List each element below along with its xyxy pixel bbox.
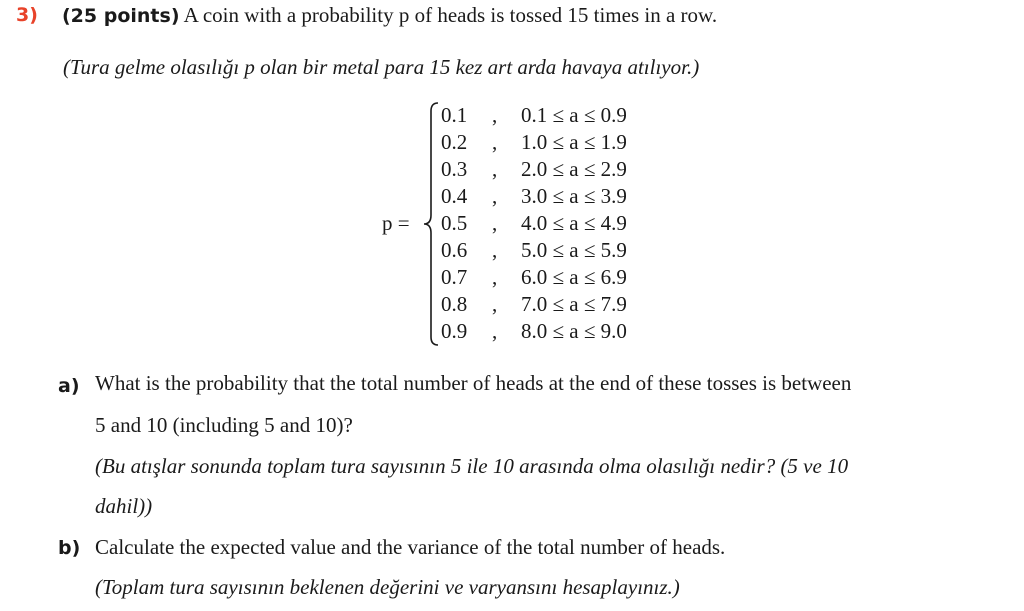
- left-brace: [423, 102, 439, 346]
- piecewise-lhs: p =: [382, 211, 410, 235]
- case-comma: ,: [492, 130, 498, 154]
- case-value: 0.6: [441, 238, 468, 262]
- case-condition: 0.1 ≤ a ≤ 0.9: [521, 103, 627, 127]
- part-a-question-en-line1: What is the probability that the total number of heads at the end of these tosses is between: [95, 371, 852, 395]
- question-number: 3): [16, 4, 38, 26]
- part-a-question-tr-line2: dahil)): [95, 494, 153, 518]
- case-value: 0.7: [441, 265, 468, 289]
- case-condition: 4.0 ≤ a ≤ 4.9: [521, 211, 627, 235]
- case-value: 0.1: [441, 103, 468, 127]
- question-text-tr: (Tura gelme olasılığı p olan bir metal para 15 kez art arda havaya atılıyor.): [63, 55, 700, 79]
- case-condition: 1.0 ≤ a ≤ 1.9: [521, 130, 627, 154]
- part-b-label: b): [58, 537, 81, 559]
- case-comma: ,: [492, 103, 498, 127]
- case-comma: ,: [492, 157, 498, 181]
- case-condition: 5.0 ≤ a ≤ 5.9: [521, 238, 627, 262]
- case-comma: ,: [492, 265, 498, 289]
- case-comma: ,: [492, 292, 498, 316]
- case-condition: 2.0 ≤ a ≤ 2.9: [521, 157, 627, 181]
- part-a-label: a): [58, 375, 80, 397]
- case-comma: ,: [492, 211, 498, 235]
- part-a-question-en-line2: 5 and 10 (including 5 and 10)?: [95, 413, 353, 437]
- part-b-question-en: Calculate the expected value and the variance of the total number of heads.: [95, 535, 726, 559]
- case-value: 0.3: [441, 157, 468, 181]
- case-condition: 6.0 ≤ a ≤ 6.9: [521, 265, 627, 289]
- case-condition: 8.0 ≤ a ≤ 9.0: [521, 319, 627, 343]
- part-a-question-tr-line1: (Bu atışlar sonunda toplam tura sayısının 5 ile 10 arasında olma olasılığı nedir? (5 ve 10: [95, 454, 849, 478]
- question-heading: [62, 3, 717, 28]
- case-comma: ,: [492, 184, 498, 208]
- case-value: 0.5: [441, 211, 468, 235]
- case-condition: 3.0 ≤ a ≤ 3.9: [521, 184, 627, 208]
- part-b-question-tr: (Toplam tura sayısının beklenen değerini ve varyansını hesaplayınız.): [95, 575, 680, 599]
- case-comma: ,: [492, 238, 498, 262]
- question-text-en: A coin with a probability p of heads is tossed 15 times in a row.: [183, 3, 718, 27]
- case-condition: 7.0 ≤ a ≤ 7.9: [521, 292, 627, 316]
- case-value: 0.9: [441, 319, 468, 343]
- case-value: 0.2: [441, 130, 468, 154]
- case-value: 0.4: [441, 184, 468, 208]
- case-comma: ,: [492, 319, 498, 343]
- case-value: 0.8: [441, 292, 468, 316]
- question-points: (25 points): [62, 5, 180, 27]
